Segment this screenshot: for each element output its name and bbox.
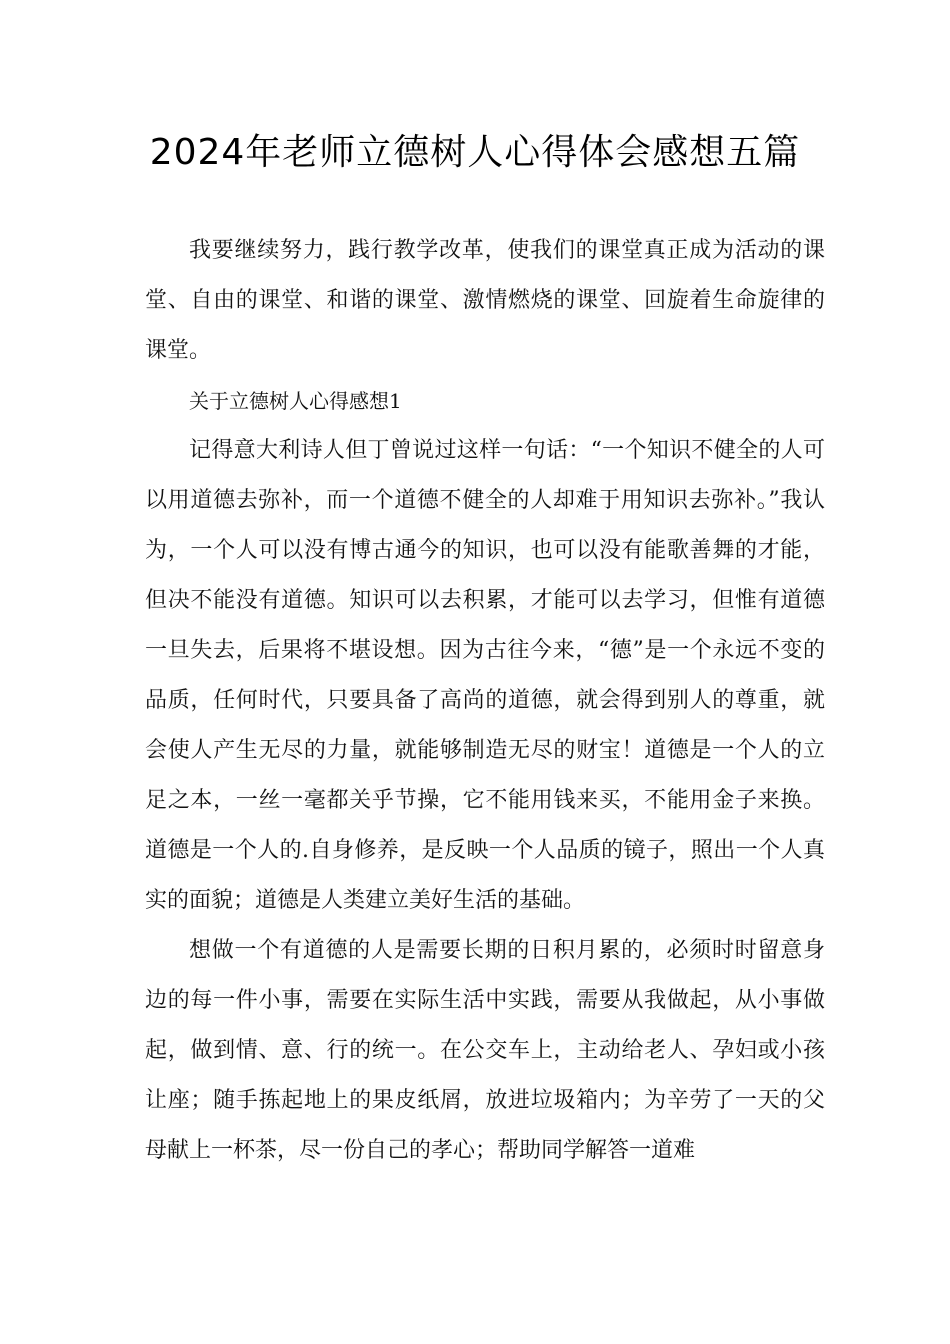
- paragraph-intro: 我要继续努力，践行教学改革，使我们的课堂真正成为活动的课堂、自由的课堂、和谐的课堂、激情燃烧的课堂、回旋着生命旋律的课堂。: [145, 238, 825, 363]
- paragraph-dante-quote: 记得意大利诗人但丁曾说过这样一句话：“一个知识不健全的人可以用道德去弥补，而一个道德不健全的人却难于用知识去弥补。”我认为，一个人可以没有博古通今的知识，也可以没有能歌善舞的才能，但决不能没有道德。知识可以去积累，才能可以去学习，但惟有道德一旦失去，后果将不堪设想。因为古往今来，“德”是一个永远不变的品质，任何时代，只要具备了高尚的道德，就会得到别人的尊重，就会使人产生无尽的力量，就能够制造无尽的财宝！道德是一个人的立足之本，一丝一毫都关乎节操，它不能用钱来买，不能用金子来换。道德是一个人的.自身修养，是反映一个人品质的镜子，照出一个人真实的面貌；道德是人类建立美好生活的基础。: [145, 438, 825, 913]
- document-title: 2024年老师立德树人心得体会感想五篇: [149, 132, 801, 173]
- section-heading: 关于立德树人心得感想1: [189, 389, 402, 413]
- paragraph-daily-practice: 想做一个有道德的人是需要长期的日积月累的，必须时时留意身边的每一件小事，需要在实际生活中实践，需要从我做起，从小事做起，做到情、意、行的统一。在公交车上，主动给老人、孕妇或小孩让座；随手拣起地上的果皮纸屑，放进垃圾箱内；为辛劳了一天的父母献上一杯茶，尽一份自己的孝心；帮助同学解答一道难: [145, 938, 825, 1163]
- document-body: [145, 226, 825, 1176]
